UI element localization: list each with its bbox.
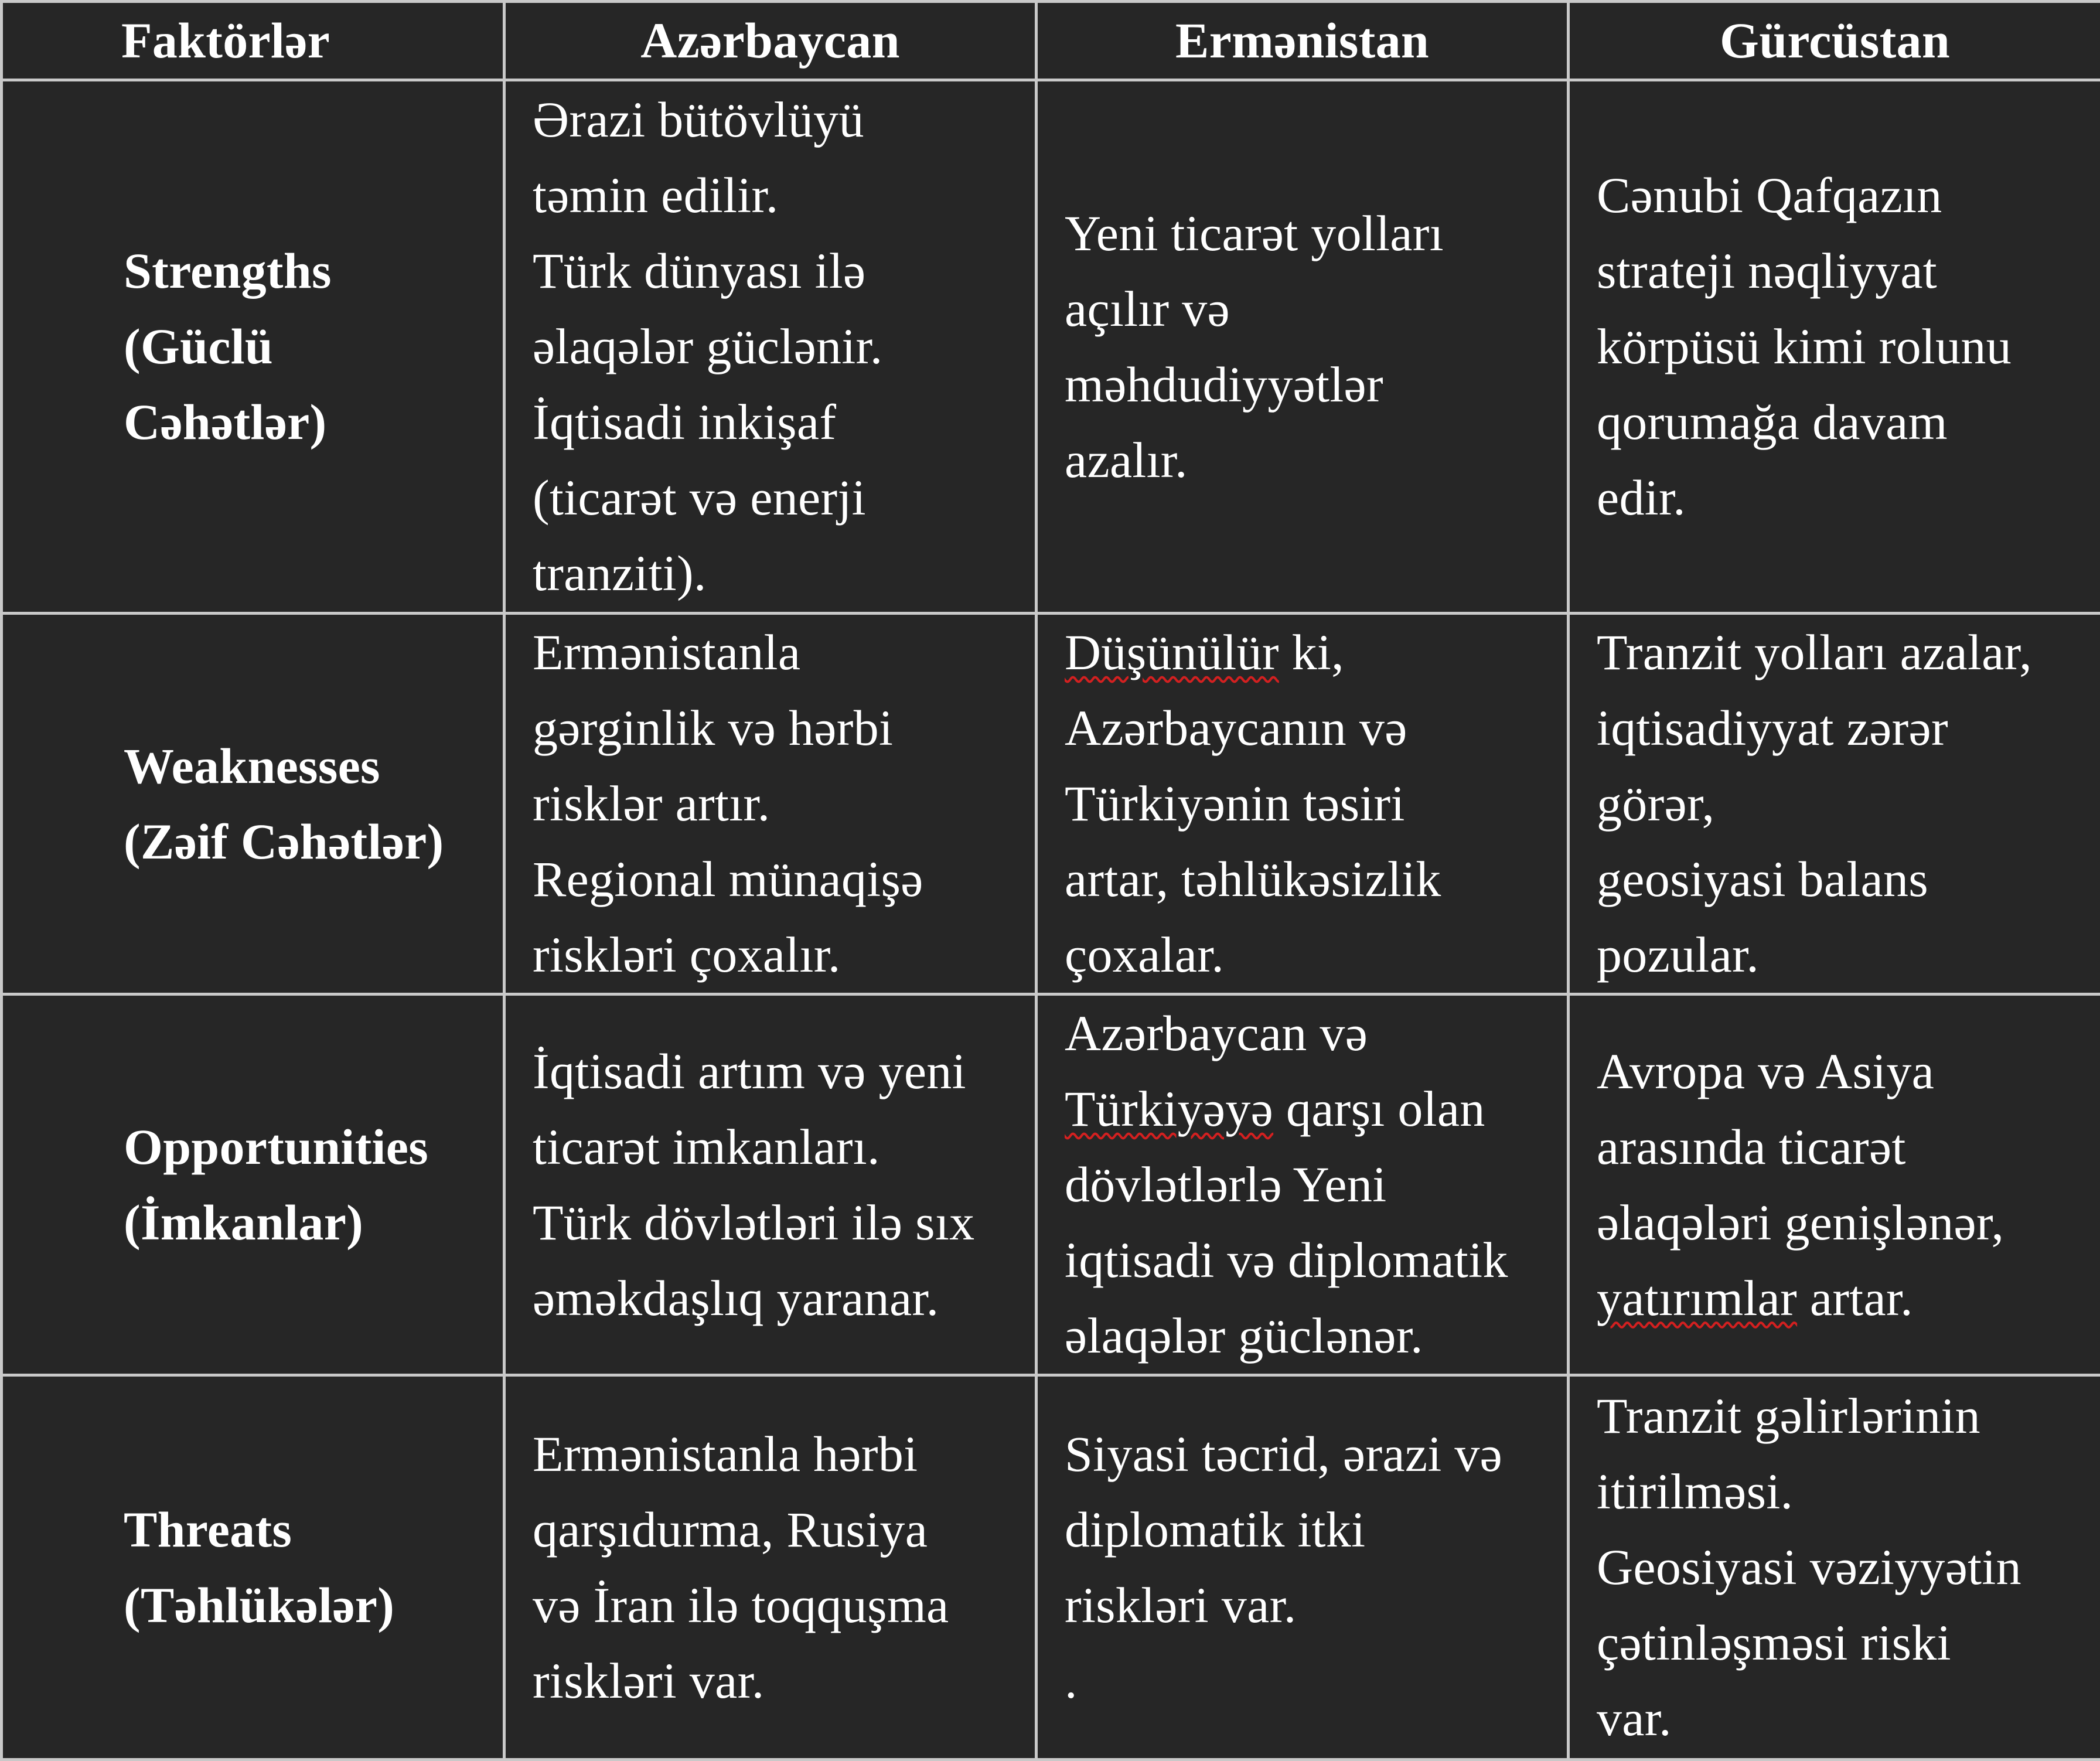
cell-threats-armenia xyxy=(1037,1375,1569,1760)
header-azerbaijan: Azərbaycan xyxy=(504,2,1037,80)
table-row-weaknesses xyxy=(2,614,2100,994)
cell-text: Tranzit gəlirlərinin itirilməsi. Geosiyasi vəziyyətin çətinləşməsi riski var. xyxy=(1597,1378,2082,1756)
cell-text: Cənubi Qafqazın strateji nəqliyyat körpüsü kimi rolunu qorumağa davam edir. xyxy=(1597,158,2082,536)
cell-threats-azerbaijan xyxy=(504,1375,1037,1760)
cell-threats-georgia xyxy=(1569,1375,2100,1760)
header-georgia: Gürcüstan xyxy=(1569,2,2100,80)
factor-strengths xyxy=(2,80,504,614)
cell-text-part: Azərbaycan və xyxy=(1065,1005,1368,1061)
cell-text-part: Avropa və Asiya arasında ticarət əlaqələri genişlənər, xyxy=(1597,1043,2004,1251)
table-row-threats xyxy=(2,1375,2100,1760)
cell-text: Yeni ticarət yolları açılır və məhdudiyyətlər azalır. xyxy=(1065,196,1549,498)
cell-text: Ermənistanla hərbi qarşıdurma, Rusiya və İran ilə toqquşma riskləri var. xyxy=(533,1416,1017,1719)
factor-threats-label: Threats (Təhlükələr) xyxy=(124,1492,497,1643)
table-row-strengths xyxy=(2,80,2100,614)
cell-text xyxy=(1597,1034,2082,1336)
table-row-opportunities xyxy=(2,994,2100,1375)
cell-text: Ermənistanla gərginlik və hərbi risklər artır. Regional münaqişə riskləri çoxalır. xyxy=(533,615,1017,993)
cell-text: Siyasi təcrid, ərazi və diplomatik itki riskləri var. . xyxy=(1065,1416,1549,1719)
cell-text: Tranzit yolları azalar, iqtisadiyyat zərər görər, geosiyasi balans pozular. xyxy=(1597,615,2082,993)
cell-text: Ərazi bütövlüyü təmin edilir. Türk dünyası ilə əlaqələr güclənir. İqtisadi inkişaf (ticarət və enerji tranziti). xyxy=(533,82,1017,611)
cell-strengths-azerbaijan xyxy=(504,80,1037,614)
spellcheck-word[interactable]: Düşünülür xyxy=(1065,624,1279,680)
cell-text xyxy=(1065,996,1549,1374)
factor-threats xyxy=(2,1375,504,1760)
factor-opportunities-label: Opportunities (İmkanlar) xyxy=(124,1109,497,1261)
factor-weaknesses xyxy=(2,614,504,994)
cell-strengths-georgia xyxy=(1569,80,2100,614)
cell-text-part: artar. xyxy=(1797,1270,1913,1326)
cell-text: İqtisadi artım və yeni ticarət imkanları. Türk dövlətləri ilə sıx əməkdaşlıq yaranar. xyxy=(533,1034,1017,1336)
cell-opportunities-armenia xyxy=(1037,994,1569,1375)
cell-opportunities-georgia xyxy=(1569,994,2100,1375)
cell-text-part: qarşı olan dövlətlərlə Yeni iqtisadi və diplomatik əlaqələr güclənər. xyxy=(1065,1081,1508,1364)
header-armenia: Ermənistan xyxy=(1037,2,1569,80)
header-row xyxy=(2,2,2100,80)
header-factors: Faktörlər xyxy=(2,2,504,80)
cell-weaknesses-georgia xyxy=(1569,614,2100,994)
cell-weaknesses-armenia xyxy=(1037,614,1569,994)
cell-strengths-armenia xyxy=(1037,80,1569,614)
factor-opportunities xyxy=(2,994,504,1375)
factor-weaknesses-label: Weaknesses (Zəif Cəhətlər) xyxy=(124,728,497,880)
spellcheck-word[interactable]: yatırımlar xyxy=(1597,1270,1797,1326)
cell-text-rest: ki, Azərbaycanın və Türkiyənin təsiri artar, təhlükəsizlik çoxalar. xyxy=(1065,624,1441,983)
cell-opportunities-azerbaijan xyxy=(504,994,1037,1375)
spellcheck-word[interactable]: Türkiyəyə xyxy=(1065,1081,1273,1137)
cell-text xyxy=(1065,615,1549,993)
cell-weaknesses-azerbaijan xyxy=(504,614,1037,994)
factor-strengths-label: Strengths (Güclü Cəhətlər) xyxy=(124,233,497,460)
